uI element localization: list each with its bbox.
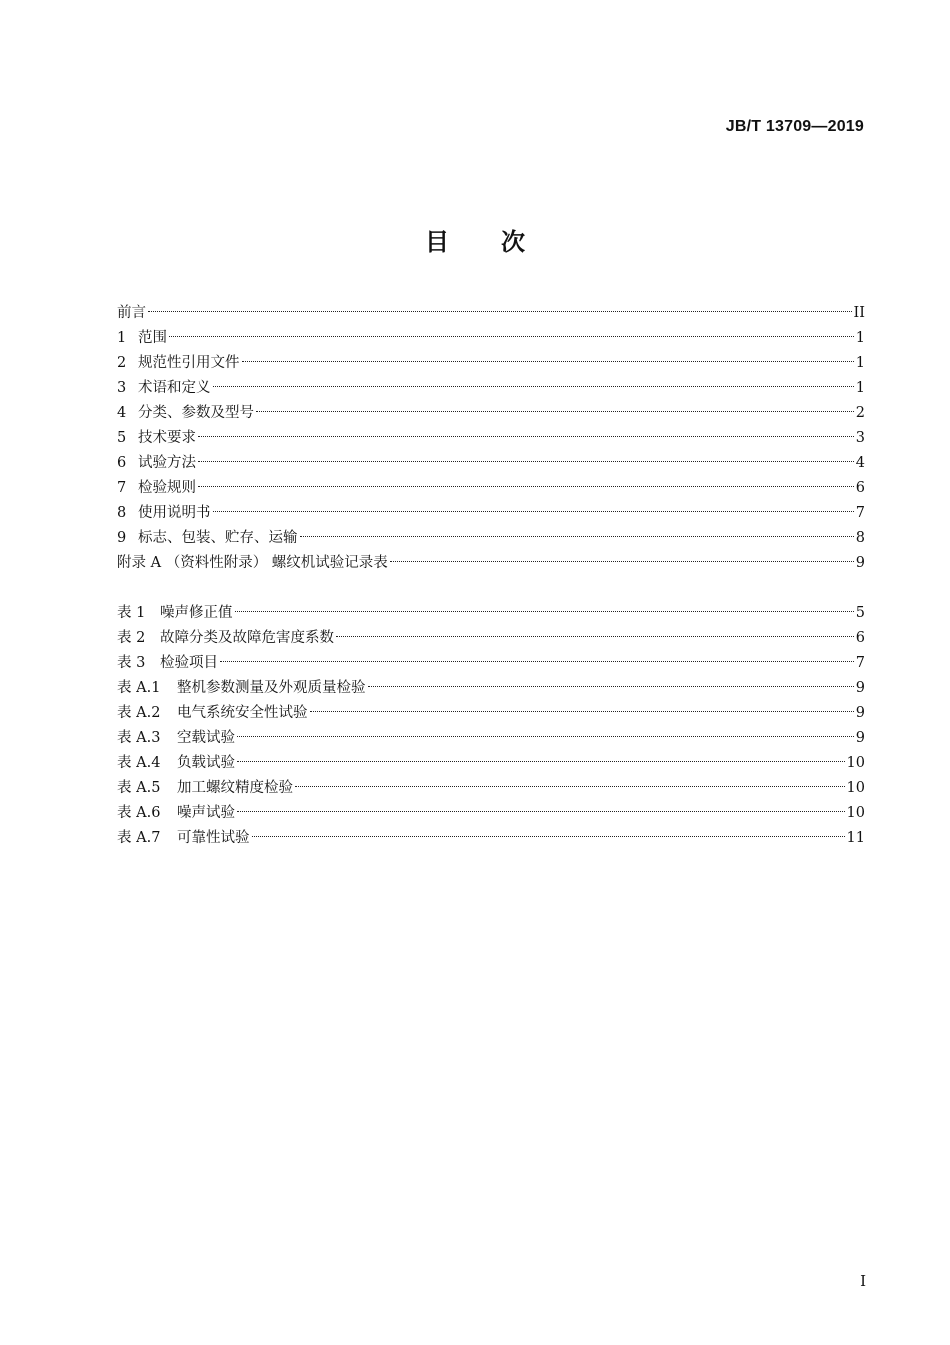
toc-entry-marking-packaging[interactable] <box>117 526 865 551</box>
toc-entry-page: 1 <box>855 330 865 346</box>
toc-entry-label: 试验方法 <box>138 455 196 471</box>
toc-entry-scope[interactable] <box>117 326 865 351</box>
toc-entry-number: 6 <box>117 455 127 471</box>
table-entry-a2[interactable] <box>117 701 865 726</box>
table-entry-page: 9 <box>855 705 865 721</box>
table-entry-page: 10 <box>846 780 865 796</box>
toc-entry-page: 2 <box>855 405 865 421</box>
toc-entry-appendix-a[interactable] <box>117 551 865 576</box>
table-entry-label: 噪声修正值 <box>160 605 233 621</box>
toc-entry-page: 9 <box>855 555 865 571</box>
table-entry-label: 可靠性试验 <box>177 830 250 846</box>
page-number: I <box>860 1272 866 1290</box>
dot-leader <box>310 711 854 712</box>
toc-entry-number: 3 <box>117 380 127 396</box>
toc-entry-number: 9 <box>117 530 127 546</box>
dot-leader <box>220 661 854 662</box>
toc-entry-label: 分类、参数及型号 <box>138 405 254 421</box>
table-entry-number: 表 A.7 <box>117 830 161 846</box>
toc-entry-instructions[interactable] <box>117 501 865 526</box>
dot-leader <box>237 811 845 812</box>
table-entry-number: 表 A.4 <box>117 755 161 771</box>
dot-leader <box>300 536 854 537</box>
dot-leader <box>242 361 854 362</box>
table-entry-label: 检验项目 <box>160 655 218 671</box>
toc-entry-page: 3 <box>855 430 865 446</box>
table-entry-2[interactable] <box>117 626 865 651</box>
table-entry-number: 表 A.6 <box>117 805 161 821</box>
table-entry-label: 故障分类及故障危害度系数 <box>160 630 334 646</box>
dot-leader <box>213 386 854 387</box>
title-char-2: 次 <box>501 228 525 256</box>
table-entry-number: 表 1 <box>117 605 146 621</box>
dot-leader <box>169 336 854 337</box>
toc-entry-number: 2 <box>117 355 127 371</box>
table-entry-a1[interactable] <box>117 676 865 701</box>
dot-leader <box>252 836 845 837</box>
table-entry-label: 空载试验 <box>177 730 235 746</box>
dot-leader <box>295 786 845 787</box>
toc-entry-label: 规范性引用文件 <box>138 355 240 371</box>
dot-leader <box>198 486 854 487</box>
toc-entry-page: 8 <box>855 530 865 546</box>
dot-leader <box>256 411 854 412</box>
toc-entry-terms-definitions[interactable] <box>117 376 865 401</box>
table-of-contents <box>117 301 865 576</box>
table-entry-page: 10 <box>846 755 865 771</box>
toc-entry-label: 检验规则 <box>138 480 196 496</box>
toc-entry-page: 1 <box>855 355 865 371</box>
table-entry-a3[interactable] <box>117 726 865 751</box>
dot-leader <box>235 611 854 612</box>
list-of-tables <box>117 601 865 851</box>
toc-entry-label: 范围 <box>138 330 167 346</box>
dot-leader <box>237 761 845 762</box>
toc-entry-label: 附录 A （资料性附录） 螺纹机试验记录表 <box>117 555 388 571</box>
table-entry-label: 噪声试验 <box>177 805 235 821</box>
dot-leader <box>237 736 854 737</box>
dot-leader <box>148 311 852 312</box>
table-entry-a6[interactable] <box>117 801 865 826</box>
dot-leader <box>198 461 854 462</box>
toc-entry-page: 1 <box>855 380 865 396</box>
table-entry-label: 电气系统安全性试验 <box>177 705 308 721</box>
toc-entry-inspection-rules[interactable] <box>117 476 865 501</box>
page-title <box>0 222 950 257</box>
toc-entry-number: 1 <box>117 330 127 346</box>
toc-entry-foreword[interactable] <box>117 301 865 326</box>
table-entry-number: 表 3 <box>117 655 146 671</box>
dot-leader <box>390 561 854 562</box>
toc-entry-number: 7 <box>117 480 127 496</box>
table-entry-1[interactable] <box>117 601 865 626</box>
table-entry-a5[interactable] <box>117 776 865 801</box>
dot-leader <box>368 686 854 687</box>
dot-leader <box>336 636 854 637</box>
table-entry-label: 加工螺纹精度检验 <box>177 780 293 796</box>
toc-entry-number: 8 <box>117 505 127 521</box>
title-char-1: 目 <box>425 228 449 256</box>
toc-entry-label: 标志、包装、贮存、运输 <box>138 530 298 546</box>
table-entry-label: 整机参数测量及外观质量检验 <box>177 680 366 696</box>
toc-entry-number: 5 <box>117 430 127 446</box>
table-entry-label: 负载试验 <box>177 755 235 771</box>
table-entry-number: 表 A.5 <box>117 780 161 796</box>
toc-entry-page: 7 <box>855 505 865 521</box>
table-entry-number: 表 A.1 <box>117 680 161 696</box>
table-entry-page: 6 <box>855 630 865 646</box>
toc-entry-page: 4 <box>855 455 865 471</box>
table-entry-page: 10 <box>846 805 865 821</box>
dot-leader <box>198 436 854 437</box>
standard-code: JB/T 13709—2019 <box>725 118 864 135</box>
toc-entry-label: 前言 <box>117 305 146 321</box>
table-entry-a4[interactable] <box>117 751 865 776</box>
table-entry-3[interactable] <box>117 651 865 676</box>
toc-entry-normative-references[interactable] <box>117 351 865 376</box>
toc-entry-technical-requirements[interactable] <box>117 426 865 451</box>
table-entry-number: 表 A.2 <box>117 705 161 721</box>
table-entry-a7[interactable] <box>117 826 865 851</box>
table-entry-page: 7 <box>855 655 865 671</box>
toc-entry-test-methods[interactable] <box>117 451 865 476</box>
toc-entry-page: II <box>853 305 865 321</box>
table-entry-number: 表 2 <box>117 630 146 646</box>
toc-entry-classification[interactable] <box>117 401 865 426</box>
toc-entry-page: 6 <box>855 480 865 496</box>
table-entry-page: 9 <box>855 730 865 746</box>
dot-leader <box>213 511 854 512</box>
table-entry-page: 11 <box>846 830 865 846</box>
table-entry-page: 9 <box>855 680 865 696</box>
toc-entry-number: 4 <box>117 405 127 421</box>
toc-entry-label: 术语和定义 <box>138 380 211 396</box>
table-entry-page: 5 <box>855 605 865 621</box>
toc-entry-label: 技术要求 <box>138 430 196 446</box>
toc-entry-label: 使用说明书 <box>138 505 211 521</box>
table-entry-number: 表 A.3 <box>117 730 161 746</box>
